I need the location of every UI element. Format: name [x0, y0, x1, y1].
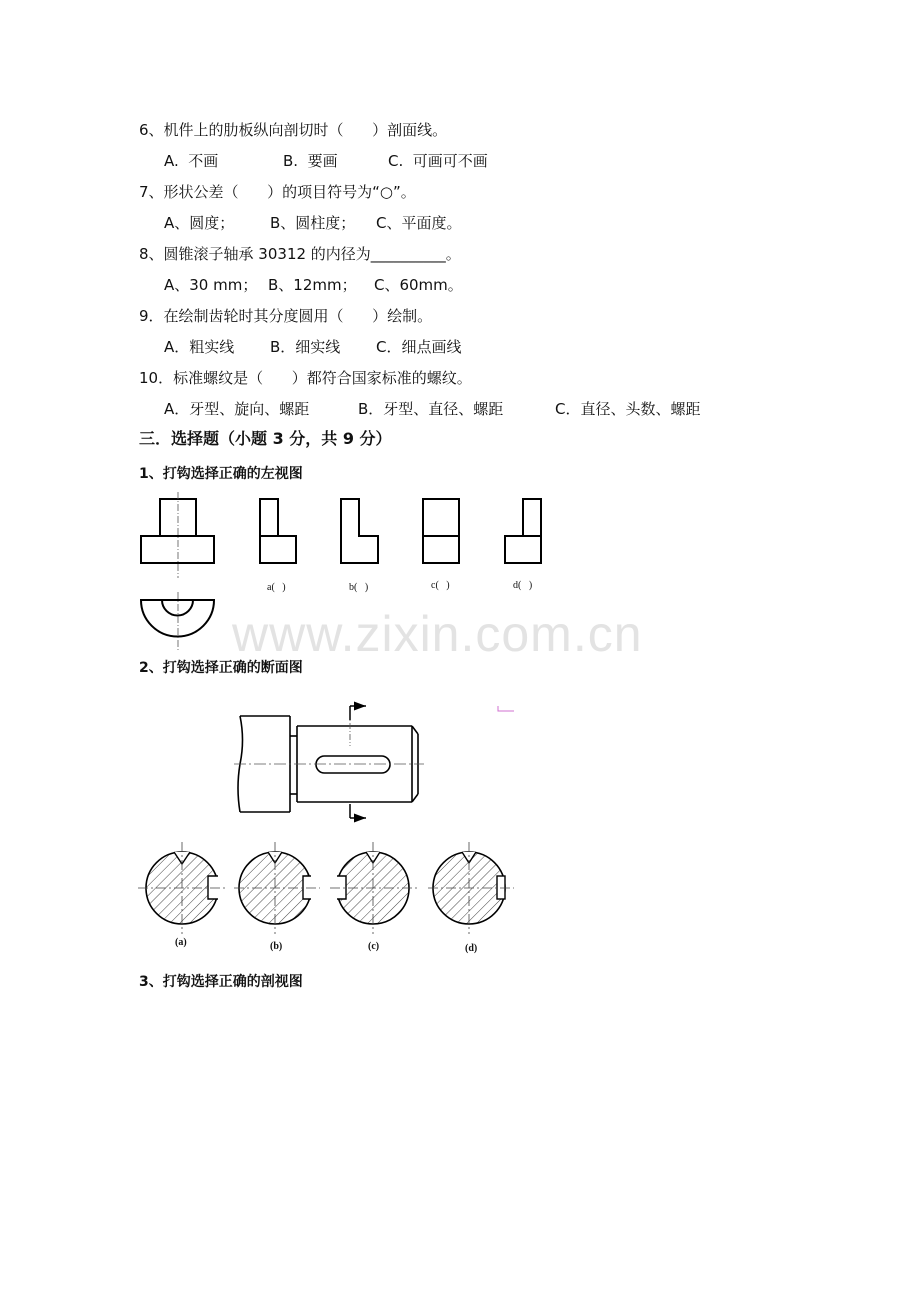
- subquestion-1-title: 1、打钩选择正确的左视图: [139, 466, 303, 482]
- section-caption-c: (c): [368, 941, 380, 952]
- question-9-stem: 9．在绘制齿轮时其分度圆用（ ）绘制。: [139, 307, 433, 325]
- question-7-option-c: C、平面度。: [376, 214, 462, 232]
- left-view-caption-c: c( ): [431, 580, 450, 591]
- question-6-option-b: B. 要画: [283, 152, 338, 170]
- question-6-option-c: C. 可画可不画: [388, 152, 488, 170]
- left-view-caption-d: d( ): [513, 580, 533, 591]
- question-9-option-b: B．细实线: [270, 338, 341, 356]
- section-caption-d: (d): [465, 943, 478, 954]
- section-caption-a: (a): [175, 937, 187, 948]
- cross-section-figure: [138, 836, 518, 936]
- question-9-option-a: A．粗实线: [164, 338, 235, 356]
- question-6-option-a: A. 不画: [164, 152, 219, 170]
- question-8-option-a: A、30 mm；: [164, 276, 258, 294]
- shaft-figure: [228, 696, 528, 826]
- section-title: 三．选择题（小题 3 分，共 9 分）: [139, 429, 392, 448]
- question-10-stem: 10．标准螺纹是（ ）都符合国家标准的螺纹。: [139, 369, 472, 387]
- question-7-stem: 7、形状公差（ ）的项目符号为“○”。: [139, 183, 416, 201]
- question-7-option-a: A、圆度；: [164, 214, 235, 232]
- question-10-option-c: C．直径、头数、螺距: [555, 400, 701, 418]
- left-view-caption-b: b( ): [349, 582, 369, 593]
- subquestion-2-title: 2、打钩选择正确的断面图: [139, 660, 303, 676]
- subquestion-3-title: 3、打钩选择正确的剖视图: [139, 974, 303, 990]
- section-caption-b: (b): [270, 941, 283, 952]
- question-8-stem: 8、圆锥滚子轴承 30312 的内径为__________。: [139, 245, 461, 263]
- question-8-option-b: B、12mm；: [268, 276, 357, 294]
- question-9-option-c: C．细点画线: [376, 338, 462, 356]
- question-10-option-b: B．牙型、直径、螺距: [358, 400, 504, 418]
- left-view-caption-a: a( ): [267, 582, 286, 593]
- question-8-option-c: C、60mm。: [374, 276, 463, 294]
- question-10-option-a: A．牙型、旋向、螺距: [164, 400, 310, 418]
- watermark: www.zixin.com.cn: [232, 606, 643, 662]
- question-6-stem: 6、机件上的肋板纵向剖切时（ ）剖面线。: [139, 121, 448, 139]
- question-7-option-b: B、圆柱度；: [270, 214, 356, 232]
